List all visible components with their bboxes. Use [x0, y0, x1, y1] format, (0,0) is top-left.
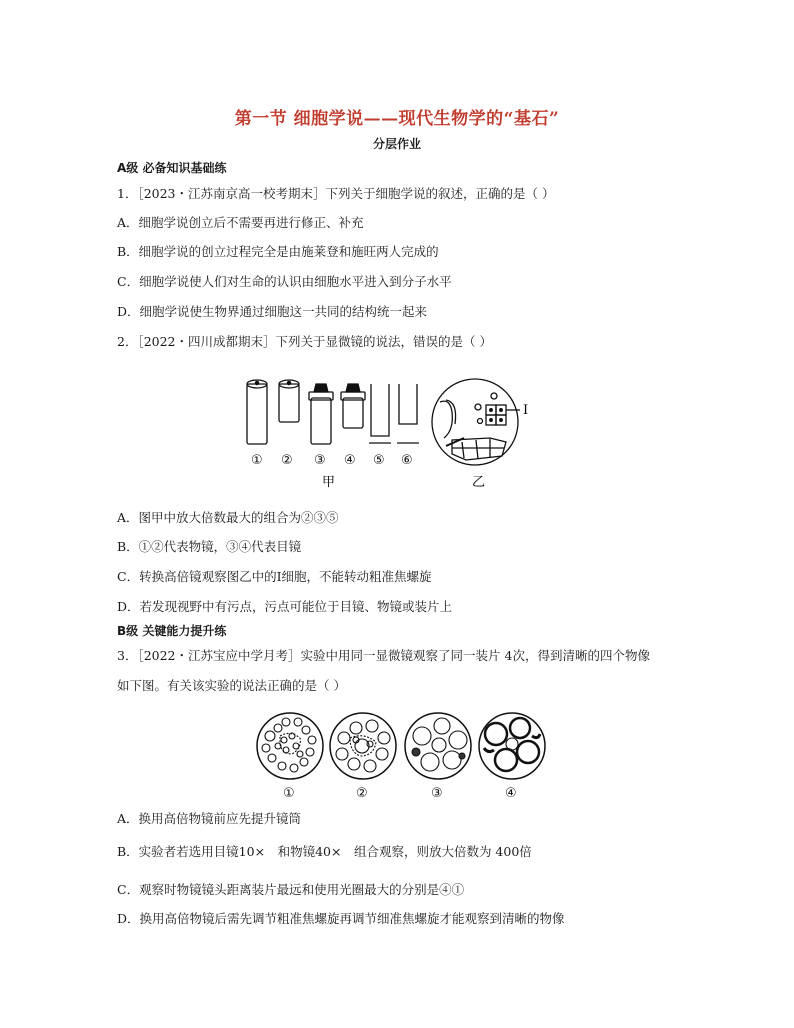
lens-label-4: ④ [344, 453, 356, 468]
q2-option-b: B．①②代表物镜，③④代表目镜 [117, 539, 302, 554]
lens-2-icon [279, 380, 299, 422]
micrograph-2-icon [330, 713, 396, 779]
section-b-heading: B级 关键能力提升练 [117, 624, 227, 638]
page-title: 第一节 细胞学说——现代生物学的“基石” [234, 109, 560, 129]
q1-option-c: C．细胞学说使人们对生命的认识由细胞水平进入到分子水平 [117, 274, 452, 289]
micrograph-label-3: ③ [431, 786, 443, 800]
label-yi: 乙 [472, 475, 486, 490]
micrograph-label-2: ② [356, 786, 368, 800]
q2-option-a: A．图甲中放大倍数最大的组合为②③⑤ [117, 510, 339, 525]
question-3-stem-line-1: 3．［2022・江苏宝应中学月考］实验中用同一显微镜观察了同一装片 4次，得到清晰的四个物像 [117, 648, 650, 663]
q3-option-c: C．观察时物镜镜头距离装片最远和使用光圈最大的分别是④① [117, 882, 465, 897]
lens-label-6: ⑥ [401, 453, 413, 468]
q2-option-c: C．转换高倍镜观察图乙中的Ⅰ细胞，不能转动粗准焦螺旋 [117, 569, 432, 584]
lens-3-icon [309, 384, 333, 444]
micrograph-label-1: ① [283, 786, 295, 800]
page-subtitle: 分层作业 [372, 137, 421, 151]
label-I: I [523, 403, 529, 418]
question-1-stem: 1．［2023・江苏南京高一校考期末］下列关于细胞学说的叙述，正确的是（ ） [117, 186, 555, 201]
q2-microscope-figure [240, 372, 540, 494]
question-3-stem-line-2: 如下图。有关该实验的说法正确的是（ ） [117, 678, 346, 693]
lens-6-icon [397, 384, 419, 443]
lens-1-icon [247, 380, 267, 444]
q3-option-b: B．实验者若选用目镜10× 和物镜40× 组合观察，则放大倍数为 400倍 [117, 844, 532, 859]
micrograph-label-4: ④ [505, 786, 517, 800]
lens-label-3: ③ [314, 453, 326, 468]
lens-4-icon [341, 384, 365, 428]
question-2-stem: 2．［2022・四川成都期末］下列关于显微镜的说法，错误的是（ ） [117, 334, 492, 349]
q3-micrograph-figure [256, 708, 546, 800]
micrograph-3-icon [405, 713, 471, 779]
q1-option-d: D．细胞学说使生物界通过细胞这一共同的结构统一起来 [117, 304, 428, 319]
lens-5-icon [369, 384, 391, 443]
q1-option-a: A．细胞学说创立后不需要再进行修正、补充 [117, 215, 364, 230]
section-a-heading: A级 必备知识基础练 [117, 161, 227, 175]
q1-option-b: B．细胞学说的创立过程完全是由施莱登和施旺两人完成的 [117, 244, 439, 259]
label-jia: 甲 [322, 475, 336, 490]
micrograph-4-icon [479, 713, 545, 779]
micrograph-1-icon [257, 713, 323, 779]
q2-option-d: D．若发现视野中有污点，污点可能位于目镜、物镜或装片上 [117, 599, 453, 614]
q3-option-a: A．换用高倍物镜前应先提升镜筒 [117, 811, 302, 826]
lens-label-1: ① [251, 453, 263, 468]
lens-label-2: ② [281, 453, 293, 468]
q3-option-d: D．换用高倍物镜后需先调节粗准焦螺旋再调节细准焦螺旋才能观察到清晰的物像 [117, 911, 565, 926]
field-of-view-icon [432, 379, 520, 465]
lens-label-5: ⑤ [373, 453, 385, 468]
